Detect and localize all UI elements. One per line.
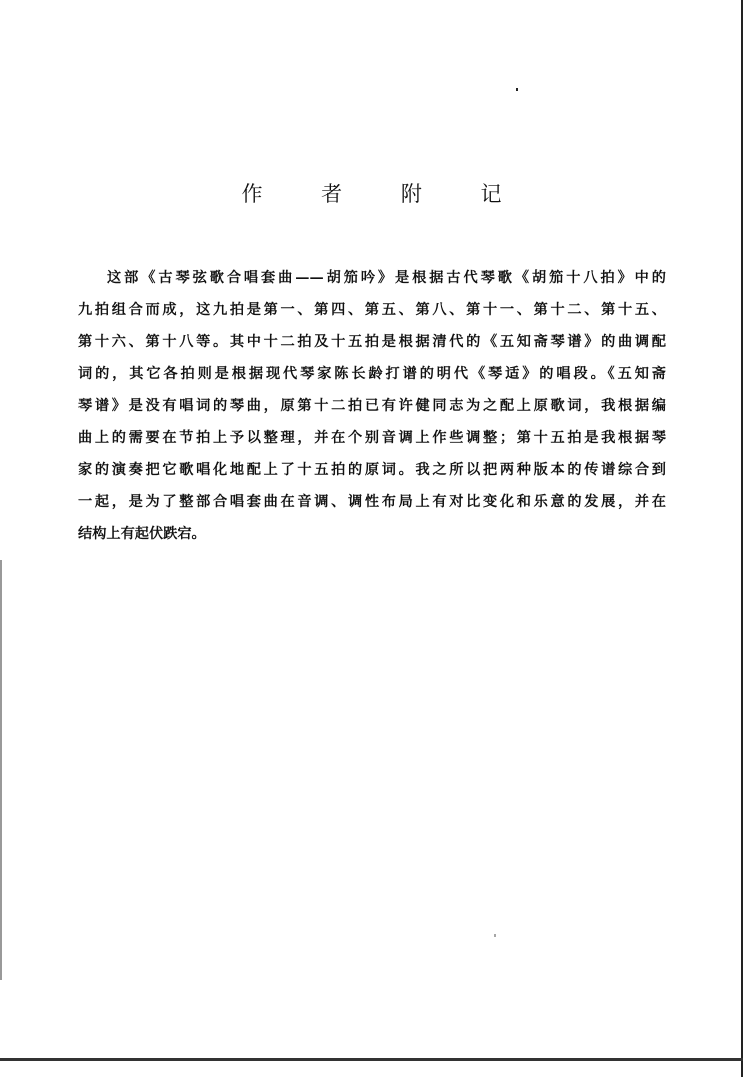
paragraph-line: 九拍组合而成，这九拍是第一、第四、第五、第八、第十一、第十二、第十五、 <box>78 302 666 318</box>
paragraph-line: 一起，是为了整部合唱套曲在音调、调性布局上有对比变化和乐意的发展，并在 <box>78 494 666 510</box>
scan-edge-bottom <box>0 1058 743 1061</box>
paragraph-line: 曲上的需要在节拍上予以整理，并在个别音调上作些调整；第十五拍是我根据琴 <box>78 430 666 446</box>
paragraph-line: 第十六、第十八等。其中十二拍及十五拍是根据清代的《五知斋琴谱》的曲调配 <box>78 334 666 350</box>
paragraph-line: 琴谱》是没有唱词的琴曲，原第十二拍已有许健同志为之配上原歌词，我根据编 <box>78 398 666 414</box>
paragraph-line: 结构上有起伏跌宕。 <box>78 526 206 542</box>
page-title: 作 者 附 记 <box>241 182 528 206</box>
scan-speck <box>516 88 518 91</box>
body-paragraph <box>78 262 666 550</box>
scan-speck <box>494 934 496 937</box>
paragraph-line: 家的演奏把它歌唱化地配上了十五拍的原词。我之所以把两种版本的传谱综合到 <box>78 462 666 478</box>
paragraph-line: 这部《古琴弦歌合唱套曲——胡笳吟》是根据古代琴歌《胡笳十八拍》中的 <box>107 270 666 286</box>
paragraph-line: 词的，其它各拍则是根据现代琴家陈长龄打谱的明代《琴适》的唱段。《五知斋 <box>78 366 666 382</box>
scan-edge-left <box>0 560 2 980</box>
